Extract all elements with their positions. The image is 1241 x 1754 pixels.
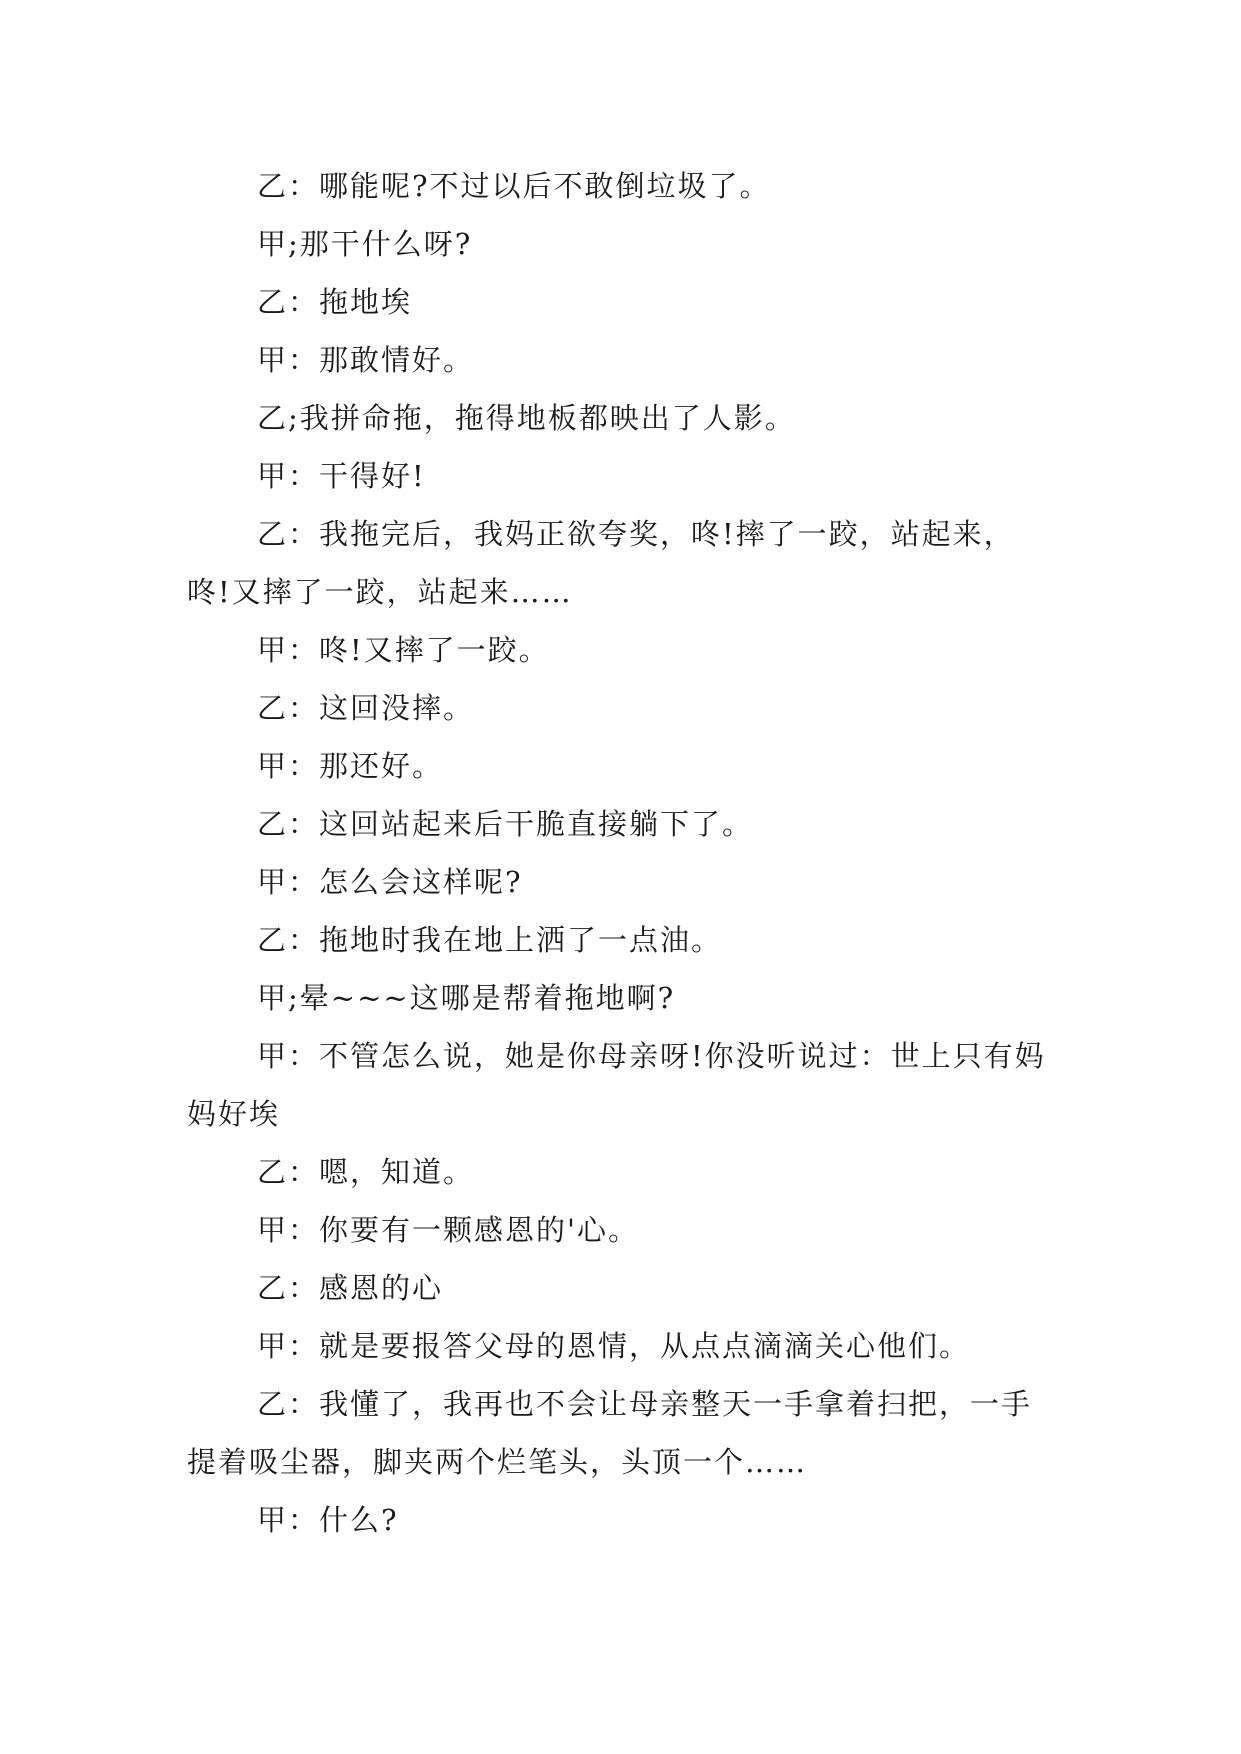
dialogue-line: 乙：嗯，知道。: [257, 1155, 475, 1189]
dialogue-line: 乙：拖地时我在地上洒了一点油。: [257, 923, 723, 957]
dialogue-line: 甲;晕~~~这哪是帮着拖地啊?: [257, 981, 676, 1015]
dialogue-line: 乙：哪能呢?不过以后不敢倒垃圾了。: [257, 169, 771, 203]
dialogue-line: 乙：这回站起来后干脆直接躺下了。: [257, 807, 754, 841]
dialogue-line: 甲：什么?: [257, 1503, 399, 1537]
dialogue-line: 甲：那还好。: [257, 749, 444, 783]
document-body: [187, 157, 1057, 1549]
dialogue-line: 甲：那敢情好。: [257, 343, 475, 377]
dialogue-line: 乙：我懂了，我再也不会让母亲整天一手拿着扫把，一手提着吸尘器，脚夹两个烂笔头，头顶一个……: [187, 1387, 1033, 1479]
dialogue-line: 乙：这回没摔。: [257, 691, 475, 725]
dialogue-line: 甲：不管怎么说，她是你母亲呀!你没听说过：世上只有妈妈好埃: [187, 1039, 1046, 1131]
dialogue-line: 甲：咚!又摔了一跤。: [257, 633, 550, 667]
dialogue-line: 乙：拖地埃: [257, 285, 413, 319]
dialogue-line: 乙：感恩的心: [257, 1271, 444, 1305]
dialogue-line: 甲;那干什么呀?: [257, 227, 473, 261]
dialogue-line: 乙;我拼命拖，拖得地板都映出了人影。: [257, 401, 796, 435]
dialogue-line: 甲：就是要报答父母的恩情，从点点滴滴关心他们。: [257, 1329, 971, 1363]
dialogue-line: 乙：我拖完后，我妈正欲夸奖，咚!摔了一跤，站起来，咚!又摔了一跤，站起来……: [187, 517, 1015, 609]
dialogue-line: 甲：你要有一颗感恩的'心。: [257, 1213, 639, 1247]
dialogue-line: 甲：怎么会这样呢?: [257, 865, 523, 899]
dialogue-line: 甲：干得好!: [257, 459, 426, 493]
